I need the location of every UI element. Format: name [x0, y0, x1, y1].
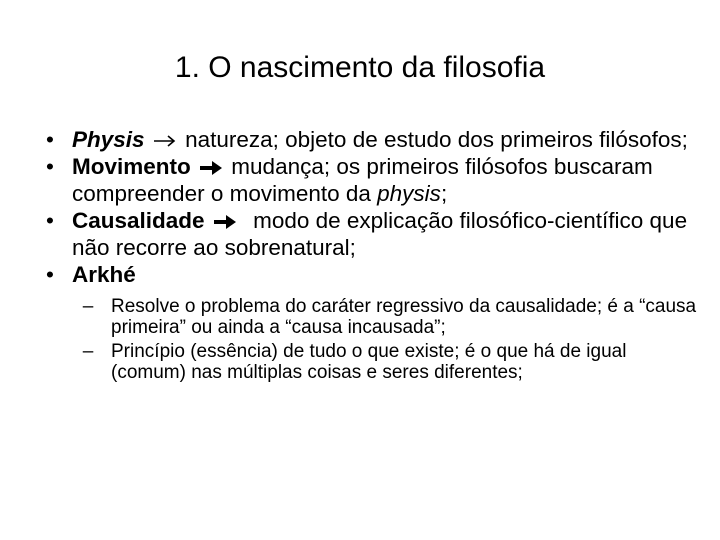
slide-title: 1. O nascimento da filosofia	[174, 51, 546, 84]
sub-bullet-text: Princípio (essência) de tudo o que existe; é o que há de igual (comum) nas múltiplas coisas e seres diferentes;	[111, 341, 627, 383]
sub-bullet-item	[78, 341, 700, 383]
bullet-text: mudança; os primeiros filósofos buscaram compreender o movimento da	[72, 154, 653, 206]
bullet-text-italic: physis	[377, 181, 441, 206]
bullet-item-movimento	[40, 153, 700, 207]
bullet-dot: •	[46, 208, 54, 233]
keyword-physis: Physis	[72, 127, 145, 152]
bullet-dot: •	[46, 154, 54, 179]
bullet-text-end: ;	[440, 181, 448, 206]
right-arrow-icon	[213, 214, 239, 230]
right-arrow-icon	[153, 134, 177, 148]
keyword-movimento: Movimento	[72, 154, 191, 179]
sub-bullet-item	[78, 296, 700, 338]
bullet-text: natureza; objeto de estudo dos primeiros filósofos;	[185, 127, 688, 152]
bullet-list	[40, 126, 700, 386]
bullet-dot: •	[46, 127, 54, 152]
dash-marker: –	[82, 341, 94, 362]
bullet-dot: •	[46, 262, 54, 287]
bullet-item-arkhe	[40, 261, 700, 383]
bullet-text: modo de explicação filosófico-científico que não recorre ao sobrenatural;	[72, 208, 688, 260]
sub-bullet-list	[72, 296, 700, 383]
keyword-arkhe: Arkhé	[72, 262, 136, 287]
right-arrow-icon	[199, 160, 223, 176]
bullet-item-causalidade	[40, 207, 700, 261]
dash-marker: –	[82, 296, 94, 317]
sub-bullet-text: Resolve o problema do caráter regressivo da causalidade; é a “causa primeira” ou ainda a “causa incausada”;	[111, 296, 697, 338]
keyword-causalidade: Causalidade	[72, 208, 205, 233]
bullet-item-physis	[40, 126, 700, 153]
